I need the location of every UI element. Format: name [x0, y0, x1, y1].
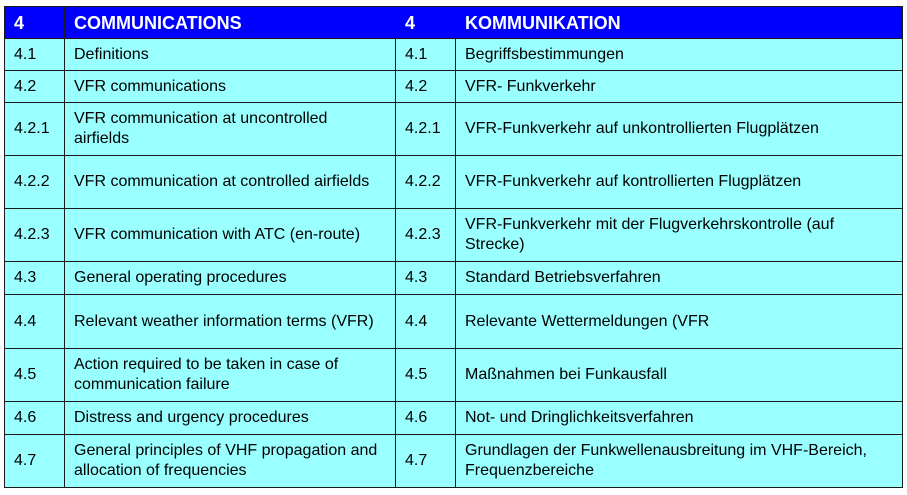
row-number-de: 4.2 — [396, 71, 456, 103]
row-number-de: 4.1 — [396, 39, 456, 71]
row-topic-en: VFR communication at uncontrolled airfields — [65, 103, 396, 156]
row-number-de: 4.2.1 — [396, 103, 456, 156]
header-row — [5, 7, 903, 39]
row-number-en: 4.2 — [5, 71, 65, 103]
table-row — [5, 349, 903, 402]
row-number-en: 4.4 — [5, 295, 65, 349]
row-number-de: 4.5 — [396, 349, 456, 402]
row-topic-en: Relevant weather information terms (VFR) — [65, 295, 396, 349]
row-topic-en: VFR communication with ATC (en-route) — [65, 209, 396, 262]
row-number-de: 4.4 — [396, 295, 456, 349]
row-topic-en: General operating procedures — [65, 262, 396, 295]
table-row — [5, 156, 903, 209]
row-topic-de: Begriffsbestimmungen — [456, 39, 903, 71]
row-number-en: 4.6 — [5, 402, 65, 435]
table-row — [5, 209, 903, 262]
row-topic-de: Grundlagen der Funkwellenausbreitung im VHF-Bereich, Frequenzbereiche — [456, 435, 903, 488]
row-topic-en: VFR communication at controlled airfields — [65, 156, 396, 209]
row-topic-de: VFR-Funkverkehr auf kontrollierten Flugplätzen — [456, 156, 903, 209]
row-topic-en: Distress and urgency procedures — [65, 402, 396, 435]
row-number-en: 4.5 — [5, 349, 65, 402]
row-topic-de: Relevante Wettermeldungen (VFR — [456, 295, 903, 349]
row-topic-de: VFR-Funkverkehr mit der Flugverkehrskontrolle (auf Strecke) — [456, 209, 903, 262]
row-topic-en: Action required to be taken in case of communication failure — [65, 349, 396, 402]
header-number-en: 4 — [5, 7, 65, 39]
header-title-de: KOMMUNIKATION — [456, 7, 903, 39]
row-topic-de: Maßnahmen bei Funkausfall — [456, 349, 903, 402]
row-topic-en: Definitions — [65, 39, 396, 71]
row-topic-de: VFR-Funkverkehr auf unkontrollierten Flugplätzen — [456, 103, 903, 156]
row-number-en: 4.3 — [5, 262, 65, 295]
table-row — [5, 39, 903, 71]
row-number-de: 4.6 — [396, 402, 456, 435]
row-topic-de: Standard Betriebsverfahren — [456, 262, 903, 295]
row-number-de: 4.2.3 — [396, 209, 456, 262]
row-number-en: 4.1 — [5, 39, 65, 71]
row-number-en: 4.2.2 — [5, 156, 65, 209]
table-row — [5, 103, 903, 156]
row-number-de: 4.3 — [396, 262, 456, 295]
row-number-en: 4.2.1 — [5, 103, 65, 156]
table-row — [5, 71, 903, 103]
syllabus-table — [4, 6, 903, 488]
table-row — [5, 435, 903, 488]
table-body — [5, 39, 903, 488]
row-number-de: 4.2.2 — [396, 156, 456, 209]
header-title-en: COMMUNICATIONS — [65, 7, 396, 39]
header-number-de: 4 — [396, 7, 456, 39]
row-topic-de: Not- und Dringlichkeitsverfahren — [456, 402, 903, 435]
row-topic-de: VFR- Funkverkehr — [456, 71, 903, 103]
table-header — [5, 7, 903, 39]
row-topic-en: General principles of VHF propagation and allocation of frequencies — [65, 435, 396, 488]
row-number-en: 4.7 — [5, 435, 65, 488]
table-row — [5, 295, 903, 349]
row-number-en: 4.2.3 — [5, 209, 65, 262]
row-topic-en: VFR communications — [65, 71, 396, 103]
table-row — [5, 262, 903, 295]
row-number-de: 4.7 — [396, 435, 456, 488]
table-row — [5, 402, 903, 435]
